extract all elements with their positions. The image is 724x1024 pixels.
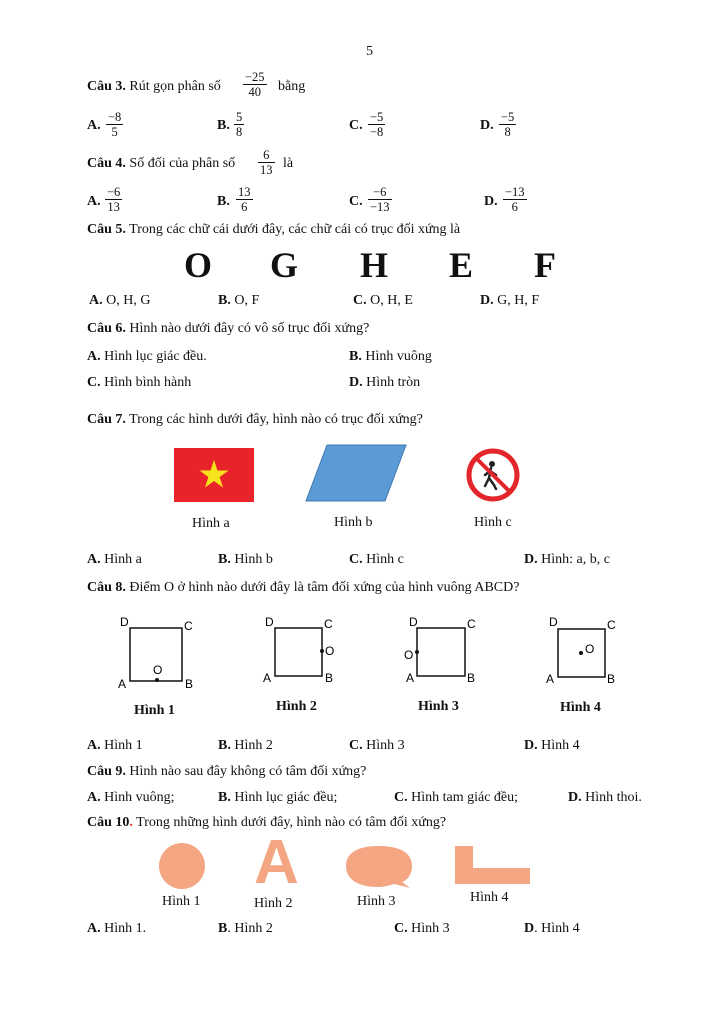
q10-speech-bubble-shape: [344, 844, 416, 892]
square-figure-4: [543, 612, 625, 692]
label-o: O: [153, 663, 163, 677]
q9-option-a[interactable]: A. Hình vuông;: [87, 790, 175, 805]
point-o: [415, 650, 419, 654]
point-o: [155, 678, 159, 682]
q4-fraction: $\frac{6}{13}$: [260, 148, 273, 177]
q8-option-c[interactable]: C. Hình 3: [349, 738, 405, 753]
label-b: B: [325, 671, 334, 685]
label-d: D: [120, 615, 129, 629]
q7-option-a[interactable]: A. Hình a: [87, 552, 142, 567]
label-c: C: [324, 617, 333, 631]
label-b: B: [185, 677, 194, 691]
q10-option-b[interactable]: B. Hình 2: [218, 921, 273, 936]
q6-option-b[interactable]: B. Hình vuông: [349, 349, 432, 364]
label-d: D: [409, 615, 418, 629]
label-b: B: [607, 672, 616, 686]
q4-option-a[interactable]: A.: [87, 194, 101, 209]
q5-option-c[interactable]: C. O, H, E: [353, 293, 413, 308]
q7-caption-c: Hình c: [474, 515, 512, 530]
q6-stem: Câu 6. Hình nào dưới đây có vô số trục đối xứng?: [87, 321, 370, 336]
square-figure-2: [261, 612, 343, 692]
q6-option-d[interactable]: D. Hình tròn: [349, 375, 421, 390]
point-o: [579, 651, 583, 655]
q3-fraction: $\frac{-25}{40}$: [245, 70, 265, 99]
label-o: O: [585, 642, 595, 656]
q10-letter-a-shape: A: [254, 828, 299, 897]
q4-option-c[interactable]: C.: [349, 194, 363, 209]
page-number: 5: [366, 44, 373, 59]
square-figure-1: [116, 612, 198, 692]
q10-caption-1: Hình 1: [162, 894, 201, 909]
q8-option-b[interactable]: B. Hình 2: [218, 738, 273, 753]
q4-option-a-fraction: $\frac{-6}{13}$: [107, 185, 121, 214]
label-o: O: [325, 644, 335, 658]
label-a: A: [546, 672, 555, 686]
q5-letter-g: G: [270, 245, 299, 285]
q5-letter-f: F: [534, 245, 556, 285]
q3-option-b[interactable]: B.: [217, 118, 230, 133]
q3-option-c[interactable]: C.: [349, 118, 363, 133]
q10-option-a[interactable]: A. Hình 1.: [87, 921, 147, 936]
q4-text-after: là: [283, 156, 294, 171]
label-o: O: [404, 648, 414, 662]
q9-stem: Câu 9. Hình nào sau đây không có tâm đối xứng?: [87, 764, 367, 779]
vietnam-flag-image: [174, 448, 254, 502]
label-b: B: [467, 671, 476, 685]
q10-l-shape: [455, 846, 531, 886]
q7-option-c[interactable]: C. Hình c: [349, 552, 404, 567]
label-d: D: [549, 615, 558, 629]
q5-option-d[interactable]: D. G, H, F: [480, 293, 540, 308]
q4-option-b[interactable]: B.: [217, 194, 230, 209]
q3-option-c-fraction: $\frac{-5}{-8}$: [370, 110, 384, 139]
label-c: C: [184, 619, 193, 633]
label-c: C: [607, 618, 616, 632]
q8-option-a[interactable]: A. Hình 1: [87, 738, 143, 753]
q5-letter-e: E: [449, 245, 474, 285]
q10-stem: Câu 10. Trong những hình dưới đây, hình nào có tâm đối xứng?: [87, 815, 447, 830]
q5-letter-h: H: [360, 245, 389, 285]
label-a: A: [118, 677, 127, 691]
q5-option-a[interactable]: A. O, H, G: [89, 293, 151, 308]
parallelogram-image: [305, 444, 407, 502]
q7-stem: Câu 7. Trong các hình dưới đây, hình nào có trục đối xứng?: [87, 412, 423, 427]
q5-option-b[interactable]: B. O, F: [218, 293, 260, 308]
label-a: A: [406, 671, 415, 685]
label-c: C: [467, 617, 476, 631]
q10-caption-4: Hình 4: [470, 890, 509, 905]
q3-option-d-fraction: $\frac{-5}{8}$: [501, 110, 515, 139]
label-a: A: [263, 671, 272, 685]
q8-caption-1: Hình 1: [134, 703, 175, 718]
q3-text-after: bằng: [278, 79, 306, 94]
label-d: D: [265, 615, 274, 629]
q8-option-d[interactable]: D. Hình 4: [524, 738, 580, 753]
q7-caption-b: Hình b: [334, 515, 373, 530]
q10-caption-2: Hình 2: [254, 896, 293, 911]
q10-caption-3: Hình 3: [357, 894, 396, 909]
q10-option-d[interactable]: D. Hình 4: [524, 921, 580, 936]
q9-option-d[interactable]: D. Hình thoi.: [568, 790, 642, 805]
q8-caption-2: Hình 2: [276, 699, 317, 714]
q7-caption-a: Hình a: [192, 516, 230, 531]
q5-stem: Câu 5. Trong các chữ cái dưới đây, các chữ cái có trục đối xứng là: [87, 222, 461, 237]
q4-option-d-fraction: $\frac{-13}{6}$: [505, 185, 525, 214]
q8-caption-4: Hình 4: [560, 700, 601, 715]
q3-stem: Câu 3. Rút gọn phân số: [87, 79, 221, 94]
q7-option-b[interactable]: B. Hình b: [218, 552, 273, 567]
q8-stem: Câu 8. Điểm O ở hình nào dưới đây là tâm đối xứng của hình vuông ABCD?: [87, 580, 520, 595]
q3-option-b-fraction: $\frac{5}{8}$: [236, 110, 243, 139]
q10-option-c[interactable]: C. Hình 3: [394, 921, 450, 936]
q8-caption-3: Hình 3: [418, 699, 459, 714]
q4-stem: Câu 4. Số đối của phân số: [87, 156, 236, 171]
q5-letter-o: O: [184, 245, 213, 285]
q3-option-d[interactable]: D.: [480, 118, 494, 133]
square-figure-3: [402, 612, 484, 692]
q4-option-c-fraction: $\frac{-6}{-13}$: [370, 185, 390, 214]
q4-option-d[interactable]: D.: [484, 194, 498, 209]
q9-option-b[interactable]: B. Hình lục giác đều;: [218, 790, 338, 805]
no-pedestrian-sign-image: [466, 448, 520, 502]
q6-option-a[interactable]: A. Hình lục giác đều.: [87, 349, 207, 364]
q3-option-a-fraction: $\frac{-8}{5}$: [108, 110, 122, 139]
point-o: [320, 649, 324, 653]
q4-option-b-fraction: $\frac{13}{6}$: [238, 185, 251, 214]
q9-option-c[interactable]: C. Hình tam giác đều;: [394, 790, 519, 805]
q6-option-c[interactable]: C. Hình bình hành: [87, 375, 192, 390]
q3-option-a[interactable]: A.: [87, 118, 101, 133]
q7-option-d[interactable]: D. Hình: a, b, c: [524, 552, 610, 567]
q10-circle-shape: [158, 842, 208, 892]
